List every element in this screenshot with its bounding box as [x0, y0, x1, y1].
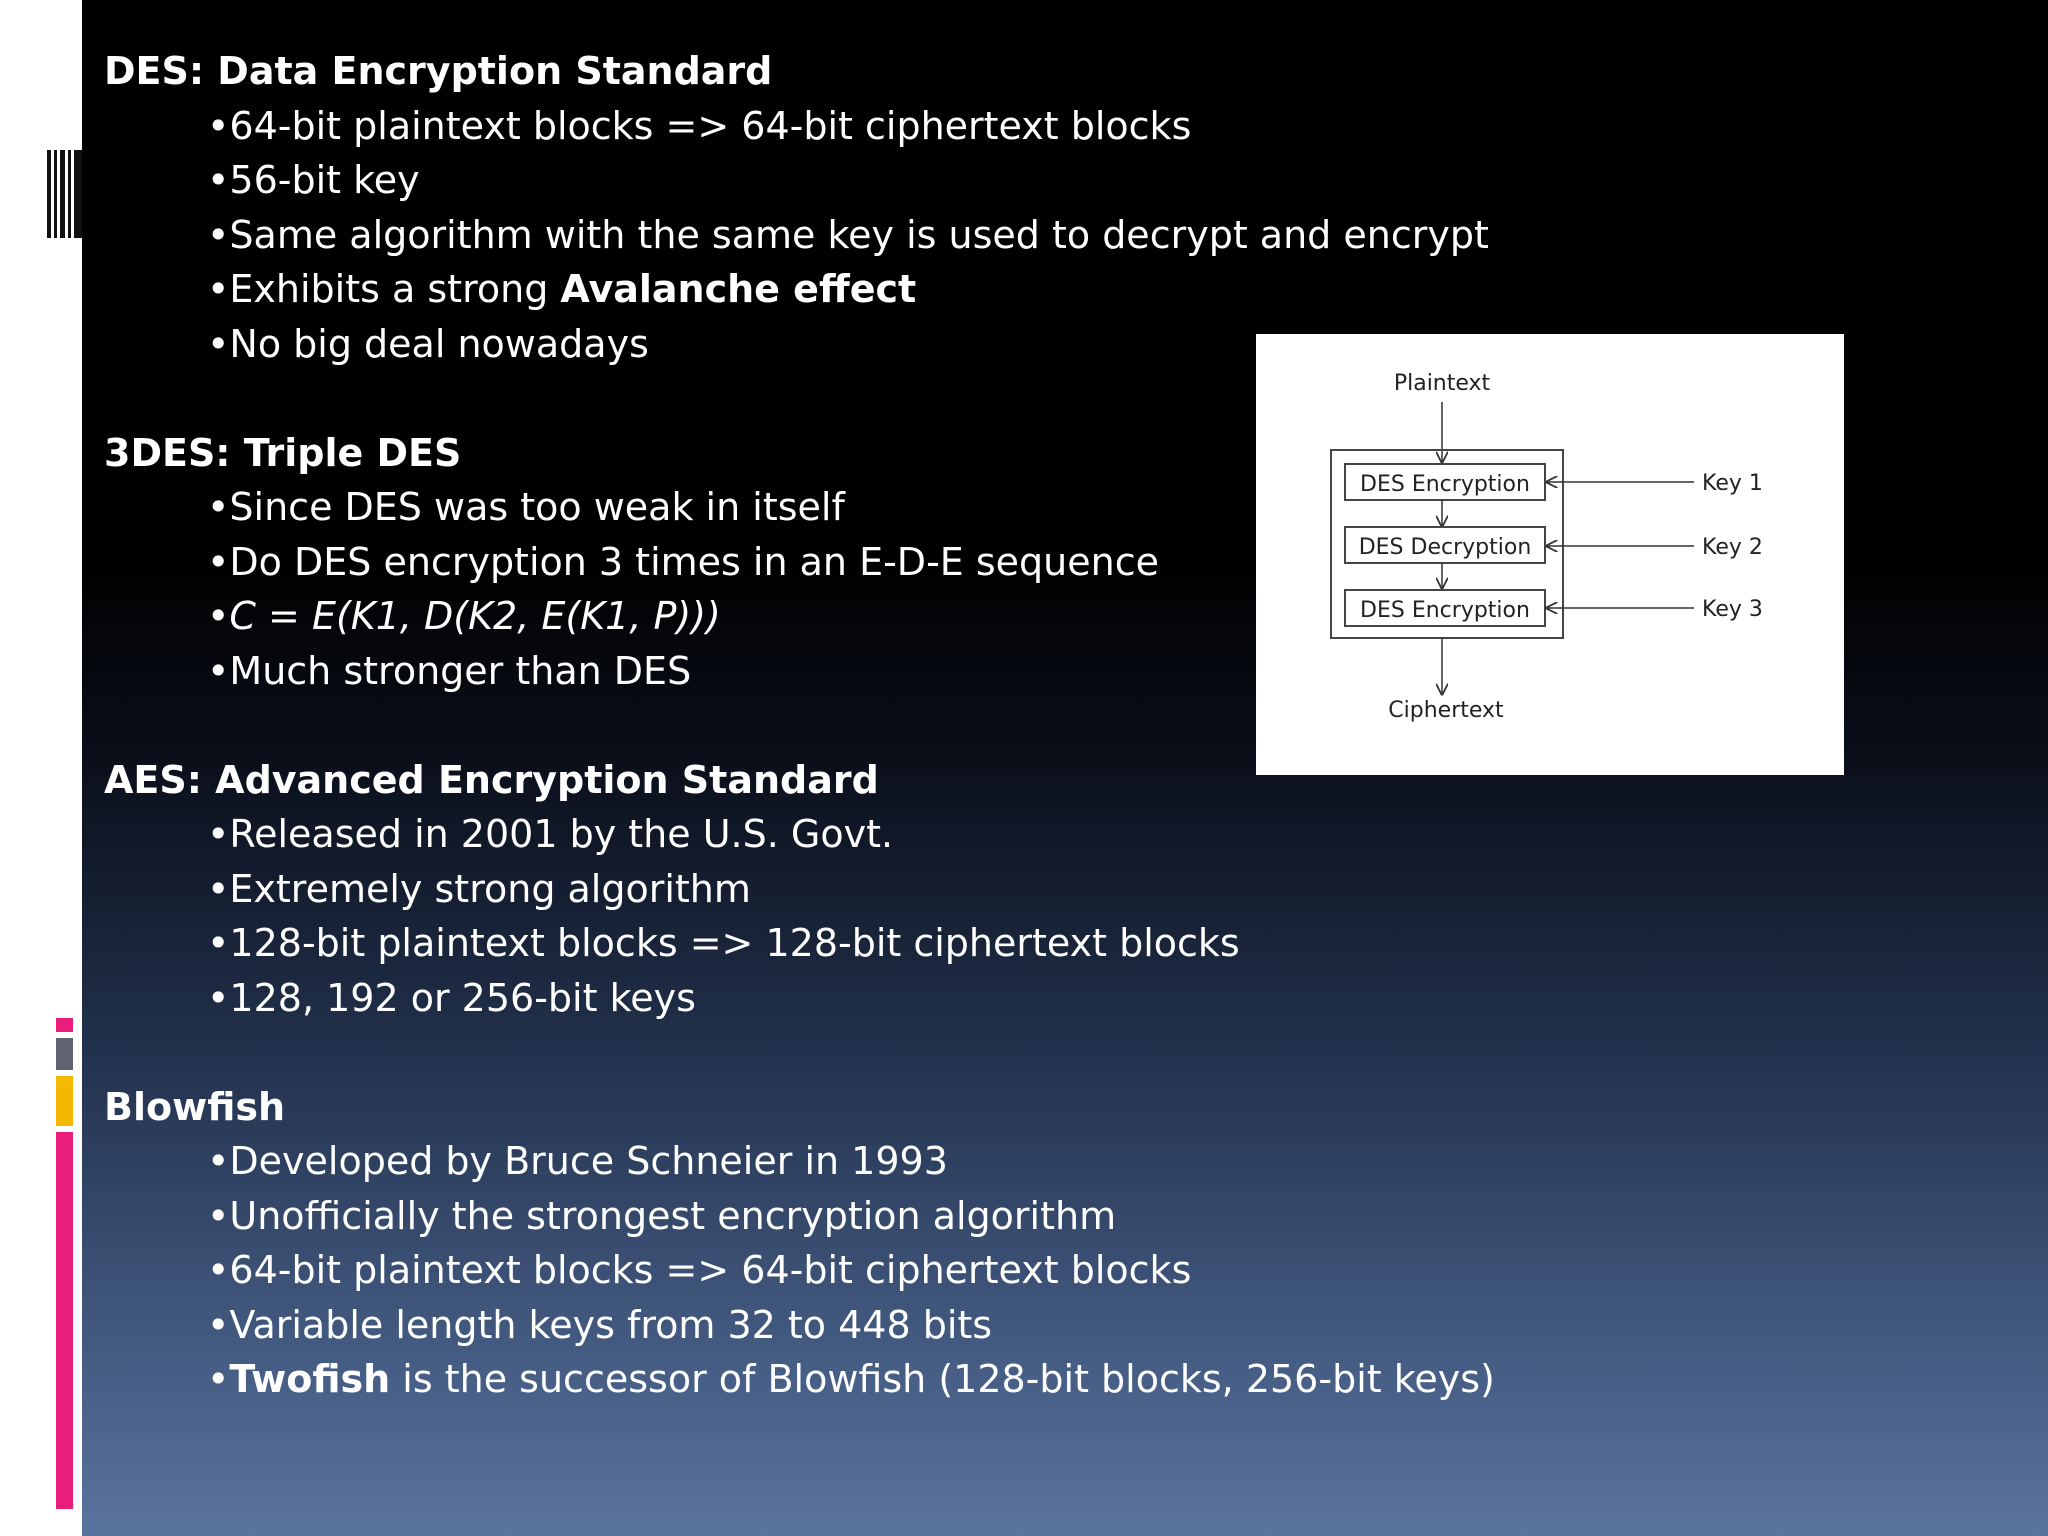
- accent-bar-pink-small: [56, 1018, 73, 1032]
- key-label-3: Key 3: [1702, 597, 1763, 622]
- bullet-text: •Developed by Bruce Schneier in 1993: [207, 1139, 948, 1183]
- bullet-item: [104, 1189, 1504, 1244]
- bullet-text: •: [207, 594, 230, 638]
- bullet-text: •Do DES encryption 3 times in an E-D-E sequence: [207, 539, 1159, 584]
- section-heading-3des: 3DES: Triple DES: [104, 430, 462, 475]
- triple-des-diagram: [1256, 334, 1844, 775]
- bullet-text: •Since DES was too weak in itself: [207, 485, 845, 529]
- bullet-item: [104, 1243, 1504, 1298]
- triple-des-diagram-svg: [1256, 334, 1844, 775]
- bullet-item: [104, 262, 1504, 317]
- decorative-stripes: [47, 150, 82, 238]
- section-heading-blowfish: Blowfish: [104, 1084, 286, 1129]
- bullet-text: •128, 192 or 256-bit keys: [207, 975, 696, 1020]
- formula-3des: C = E(K1, D(K2, E(K1, P))): [229, 594, 721, 638]
- bullet-item: [104, 208, 1504, 263]
- bullet-text: •Variable length keys from 32 to 448 bits: [207, 1302, 993, 1347]
- bullet-item: [104, 1298, 1504, 1353]
- ciphertext-label: Ciphertext: [1388, 698, 1504, 723]
- accent-bar-gray: [56, 1038, 73, 1070]
- bullet-item: [104, 807, 1504, 862]
- emphasis-twofish: Twofish: [229, 1357, 391, 1401]
- plaintext-label: Plaintext: [1393, 371, 1491, 396]
- bullet-item: [104, 153, 1504, 208]
- bullet-item: [104, 1134, 1504, 1189]
- stage-label-2: DES Decryption: [1358, 535, 1532, 560]
- stage-label-3: DES Encryption: [1360, 598, 1530, 623]
- key-label-1: Key 1: [1702, 471, 1763, 496]
- bullet-text: •Same algorithm with the same key is used to decrypt and encrypt: [207, 212, 1489, 257]
- bullet-text: •No big deal nowadays: [207, 321, 649, 366]
- bullet-text: •Exhibits a strong: [207, 267, 561, 311]
- accent-bar-pink: [56, 1132, 73, 1509]
- accent-bar-yellow: [56, 1076, 73, 1126]
- bullet-text: •Much stronger than DES: [207, 648, 692, 693]
- bullet-text: •Unofficially the strongest encryption algorithm: [207, 1193, 1117, 1238]
- section-heading-aes: AES: Advanced Encryption Standard: [104, 757, 879, 802]
- bullet-text: is the successor of Blowfish (128-bit blocks, 256-bit keys): [390, 1357, 1495, 1401]
- bullet-item: [104, 971, 1504, 1026]
- bullet-text: •Released in 2001 by the U.S. Govt.: [207, 812, 894, 856]
- bullet-item: [104, 1352, 1504, 1407]
- bullet-text: •Extremely strong algorithm: [207, 866, 751, 911]
- bullet-text: •: [207, 1357, 230, 1401]
- section-heading-des: DES: Data Encryption Standard: [104, 49, 773, 93]
- section-spacer: [104, 1025, 1504, 1080]
- emphasis-avalanche-effect: Avalanche effect: [560, 267, 917, 311]
- key-label-2: Key 2: [1702, 535, 1763, 560]
- bullet-item: [104, 862, 1504, 917]
- stage-label-1: DES Encryption: [1360, 472, 1530, 497]
- bullet-text: •128-bit plaintext blocks => 128-bit ciphertext blocks: [207, 921, 1240, 965]
- bullet-text: •64-bit plaintext blocks => 64-bit ciphertext blocks: [207, 103, 1192, 148]
- bullet-text: •64-bit plaintext blocks => 64-bit ciphertext blocks: [207, 1248, 1192, 1292]
- bullet-text: •56-bit key: [207, 158, 420, 202]
- bullet-item: [104, 916, 1504, 971]
- bullet-item: [104, 99, 1504, 154]
